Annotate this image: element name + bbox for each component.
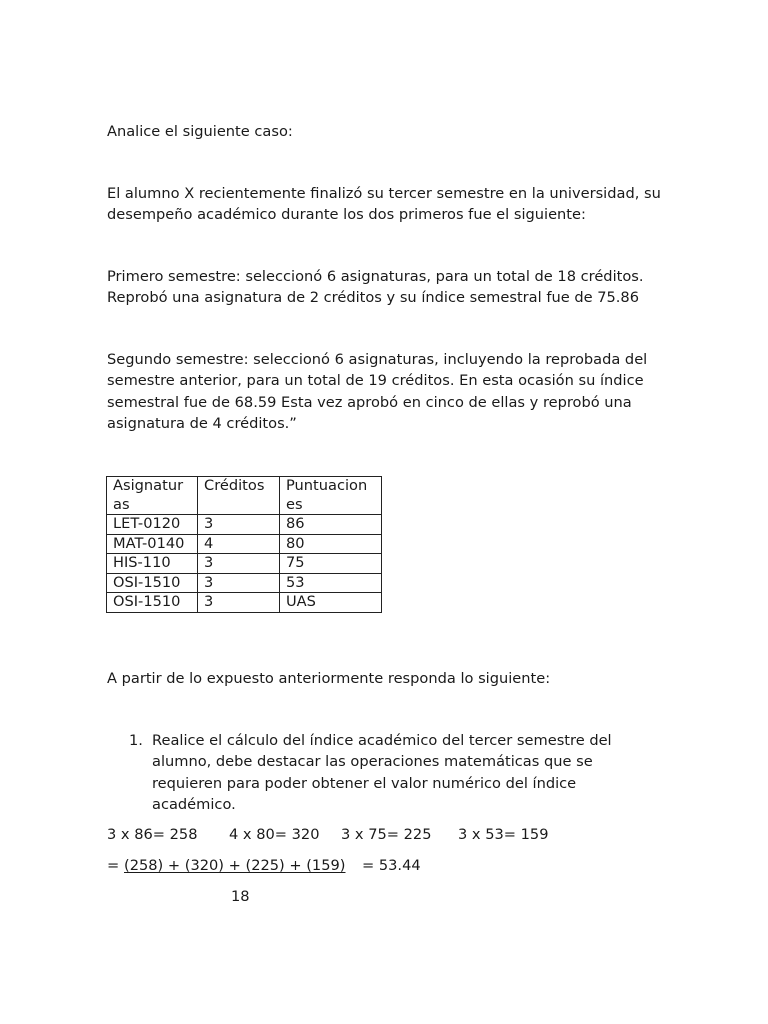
second-semester-paragraph: Segundo semestre: seleccionó 6 asignaturas, incluyendo la reprobada del semestre anterior, para un total de 19 créditos. En esta ocasión su índice semestral fue de 68.59 Esta vez aprobó en cinco de ellas y reprobó una asignatura de 4 créditos.” xyxy=(107,351,648,432)
cell-credits: 3 xyxy=(198,554,280,574)
cell-score: 80 xyxy=(280,534,382,554)
cell-course: LET-0120 xyxy=(107,515,198,535)
header-cell-asignaturas: Asignatur as xyxy=(107,477,198,515)
calculation-item: 4 x 80= 320 xyxy=(229,826,320,843)
table-row xyxy=(107,573,382,593)
calculation-item: 3 x 86= 258 xyxy=(107,826,198,843)
prompt-text: A partir de lo expuesto anteriormente responda lo siguiente: xyxy=(107,670,551,687)
cell-credits: 3 xyxy=(198,515,280,535)
cell-course: OSI-1510 xyxy=(107,593,198,613)
cell-course: MAT-0140 xyxy=(107,534,198,554)
header-cell-creditos: Créditos xyxy=(198,477,280,515)
calculation-item: 3 x 75= 225 xyxy=(341,826,432,843)
equation-denominator: 18 xyxy=(231,888,250,905)
cell-course: HIS-110 xyxy=(107,554,198,574)
intro-text: Analice el siguiente caso: xyxy=(107,123,293,140)
cell-credits: 3 xyxy=(198,593,280,613)
equation-prefix: = xyxy=(107,857,120,874)
question-text: Realice el cálculo del índice académico del tercer semestre del alumno, debe destacar las operaciones matemáticas que se requieren para poder obtener el valor numérico del índice académico. xyxy=(152,732,612,813)
calculation-item: 3 x 53= 159 xyxy=(458,826,549,843)
header-cell-puntuaciones: Puntuacion es xyxy=(280,477,382,515)
table-row xyxy=(107,593,382,613)
table-row xyxy=(107,534,382,554)
cell-score: 53 xyxy=(280,573,382,593)
cell-course: OSI-1510 xyxy=(107,573,198,593)
table-row xyxy=(107,515,382,535)
cell-credits: 3 xyxy=(198,573,280,593)
case-paragraph: El alumno X recientemente finalizó su tercer semestre en la universidad, su desempeño académico durante los dos primeros fue el siguiente: xyxy=(107,185,661,224)
question-number: 1. xyxy=(129,732,143,749)
cell-score: 75 xyxy=(280,554,382,574)
equation-result: = 53.44 xyxy=(362,857,421,874)
cell-score: 86 xyxy=(280,515,382,535)
cell-credits: 4 xyxy=(198,534,280,554)
table-row xyxy=(107,554,382,574)
grades-table xyxy=(106,476,382,613)
first-semester-paragraph: Primero semestre: seleccionó 6 asignaturas, para un total de 18 créditos. Reprobó una asignatura de 2 créditos y su índice semestral fue de 75.86 xyxy=(107,268,644,307)
cell-score: UAS xyxy=(280,593,382,613)
table-header-row xyxy=(107,477,382,515)
equation-numerator: (258) + (320) + (225) + (159) xyxy=(124,857,346,874)
